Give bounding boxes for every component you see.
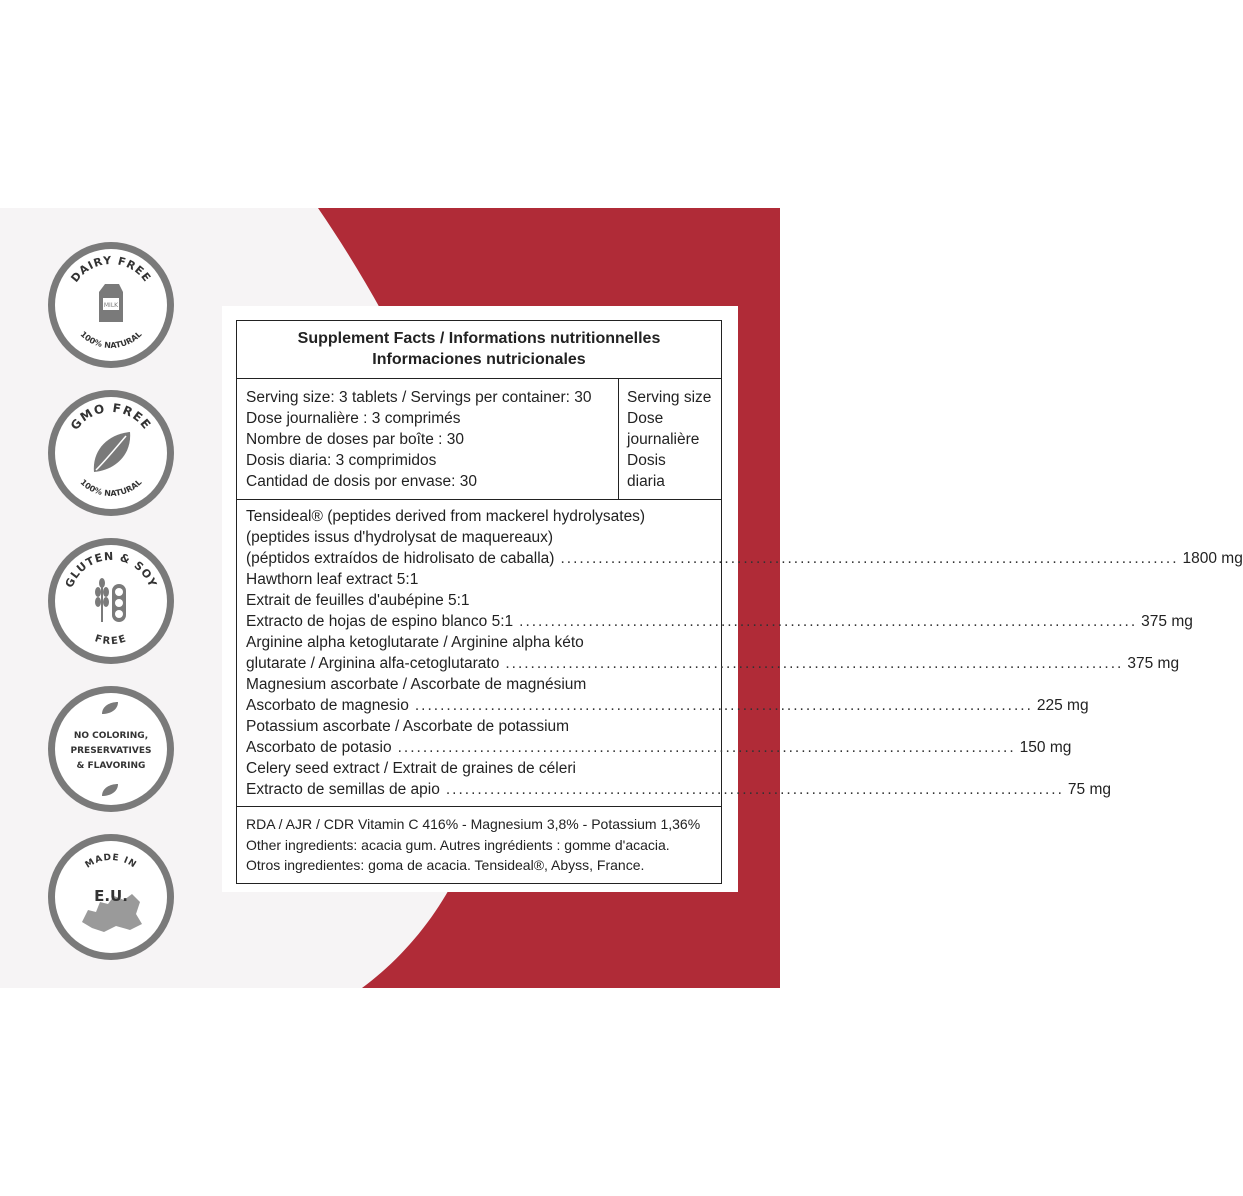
badge-bottom-text: 100% NATURAL	[78, 477, 144, 499]
ingredient-row: Ascorbato de potasio .................................................................................................. 150 mg	[246, 739, 1072, 756]
dairy-free-badge	[44, 238, 178, 372]
ingredient-name: Ascorbato de potasio	[246, 739, 392, 756]
rda-line: RDA / AJR / CDR Vitamin C 416% - Magnesium 3,8% - Potassium 1,36%	[246, 816, 701, 832]
ingredient-row: (péptidos extraídos de hidrolisato de caballa) .................................................................................................. 1800 mg	[246, 550, 1243, 567]
other-ingredients-line: Other ingredients: acacia gum. Autres ingrédients : gomme d'acacia.	[246, 836, 670, 853]
ingredient-name: (péptidos extraídos de hidrolisato de caballa)	[246, 550, 555, 567]
ingredient-row: Extracto de hojas de espino blanco 5:1 .................................................................................................. 375 mg	[246, 613, 1193, 630]
serving-section	[237, 379, 721, 500]
badge-bottom-text: 100% NATURAL	[78, 329, 144, 351]
other-ingredients-line: Otros ingredientes: goma de acacia. Tensideal®, Abyss, France.	[246, 857, 645, 873]
gmo-free-badge	[44, 386, 178, 520]
ingredient-amount: 225 mg	[1036, 697, 1089, 714]
badge-top-text: MADE IN	[83, 852, 139, 871]
facts-title-line-2: Informaciones nutricionales	[372, 351, 586, 368]
ingredient-amount: 75 mg	[1067, 781, 1111, 798]
ingredient-amount: 375 mg	[1127, 655, 1180, 672]
badge-center-text: E.U.	[94, 887, 128, 905]
badge-line-2: PRESERVATIVES	[70, 746, 152, 756]
serving-line: Cantidad de dosis por envase: 30	[246, 473, 477, 490]
gluten-soy-free-badge	[44, 534, 178, 668]
ingredient-line: Tensideal® (peptides derived from mackerel hydrolysates)	[246, 508, 646, 525]
ingredient-line: Extrait de feuilles d'aubépine 5:1	[246, 592, 470, 609]
supplement-facts-table	[236, 320, 1243, 884]
ingredient-row: Extracto de semillas de apio .................................................................................................. 75 mg	[246, 781, 1111, 798]
ingredient-name: glutarate / Arginina alfa-cetoglutarato	[246, 655, 500, 672]
made-in-eu-badge	[44, 830, 178, 964]
serving-header-line: journalière	[627, 431, 700, 448]
ingredient-line: Magnesium ascorbate / Ascorbate de magnésium	[246, 676, 587, 693]
serving-header-column	[619, 379, 721, 499]
serving-header-line: Dose	[627, 410, 664, 427]
badge-top-text: DAIRY FREE	[68, 253, 154, 285]
no-coloring-badge	[44, 682, 178, 816]
ingredient-line: Hawthorn leaf extract 5:1	[246, 571, 419, 588]
badge-bottom-text: FREE	[93, 633, 129, 648]
badge-top-text: GMO FREE	[67, 400, 155, 433]
ingredient-row: glutarate / Arginina alfa-cetoglutarato .................................................................................................. 375 mg	[246, 655, 1180, 672]
ingredient-row: Ascorbato de magnesio .................................................................................................. 225 mg	[246, 697, 1089, 714]
badge-line-1: NO COLORING,	[73, 731, 149, 741]
badge-line-3: & FLAVORING	[76, 761, 146, 771]
serving-header-line: diaria	[627, 473, 665, 490]
ingredient-amount: 375 mg	[1141, 613, 1193, 630]
ingredient-amount: 1800 mg	[1182, 550, 1243, 567]
ingredients-section	[237, 500, 1243, 807]
serving-line: Dosis diaria: 3 comprimidos	[246, 452, 437, 469]
milk-label: MILK	[103, 302, 119, 309]
serving-info	[237, 379, 619, 499]
facts-title-line-1: Supplement Facts / Informations nutritionnelles	[297, 330, 661, 347]
ingredient-name: Ascorbato de magnesio	[246, 697, 409, 714]
ingredient-amount: 150 mg	[1019, 739, 1072, 756]
ingredient-name: Extracto de hojas de espino blanco 5:1	[246, 613, 514, 630]
serving-header-line: Dosis	[627, 452, 666, 469]
serving-line: Serving size: 3 tablets / Servings per container: 30	[246, 389, 592, 406]
facts-title	[237, 321, 721, 379]
ingredient-line: (peptides issus d'hydrolysat de maquereaux)	[246, 529, 554, 546]
ingredient-line: Potassium ascorbate / Ascorbate de potassium	[246, 718, 570, 735]
milk-carton-icon	[99, 284, 123, 322]
ingredient-name: Extracto de semillas de apio	[246, 781, 440, 798]
facts-footer	[237, 807, 721, 883]
serving-line: Dose journalière : 3 comprimés	[246, 410, 461, 427]
serving-line: Nombre de doses par boîte : 30	[246, 431, 464, 448]
ingredient-line: Celery seed extract / Extrait de graines de céleri	[246, 760, 576, 777]
badge-top-text: GLUTEN & SOY	[62, 549, 160, 590]
ingredient-line: Arginine alpha ketoglutarate / Arginine alpha kéto	[246, 634, 584, 651]
serving-header-line: Serving size	[627, 389, 712, 406]
